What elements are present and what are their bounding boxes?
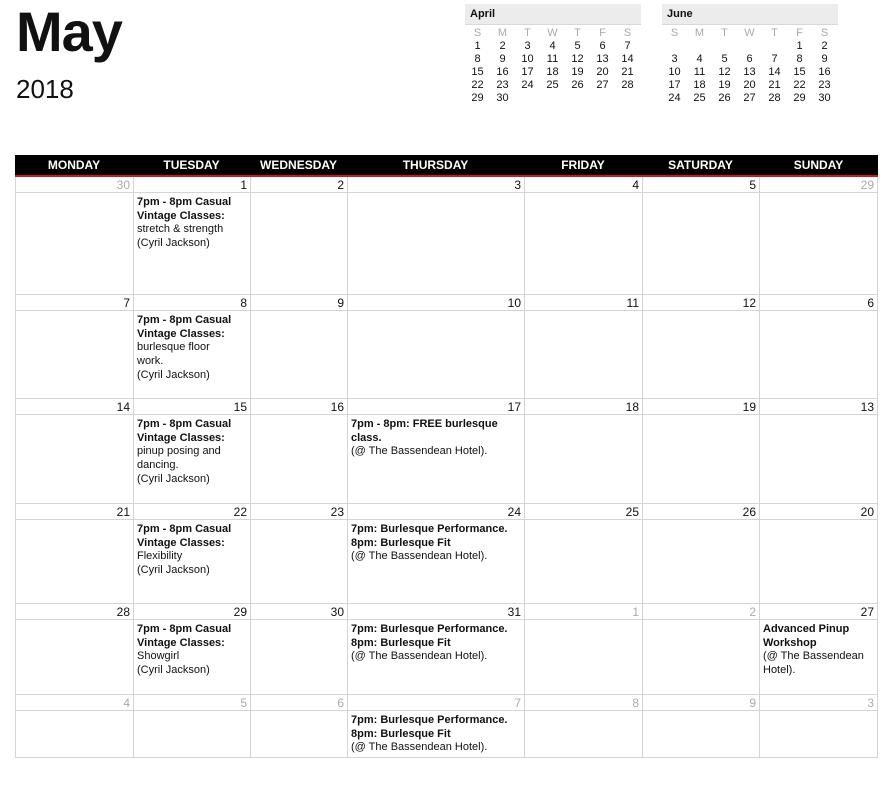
day-number: 7 [348,695,524,711]
day-cell[interactable] [524,399,642,503]
calendar-event[interactable] [348,415,524,459]
day-number: 17 [348,399,524,415]
event-title: 7pm - 8pm Casual [137,418,232,430]
calendar-event[interactable] [348,520,524,564]
day-cell[interactable] [759,177,878,294]
mini-day[interactable]: 8 [796,53,803,65]
day-number: 28 [16,604,133,620]
event-detail: (Cyril Jackson) [137,368,210,381]
event-detail: Flexibility [137,550,183,563]
weekday-saturday: SATURDAY [668,158,733,172]
day-number: 30 [16,177,133,193]
day-number: 21 [16,504,133,520]
mini-day[interactable]: 27 [596,79,609,91]
mini-day[interactable]: 28 [768,92,781,104]
mini-day[interactable]: 14 [768,66,781,78]
day-cell[interactable] [347,695,524,757]
day-number: 1 [525,604,642,620]
mini-day[interactable]: 3 [671,53,678,65]
year-title: 2018 [16,74,74,104]
mini-weekday-label: T [524,27,531,39]
event-title: Vintage Classes: [137,536,225,549]
day-cell[interactable] [642,295,759,398]
day-cell[interactable] [524,695,642,757]
day-cell[interactable] [642,604,759,694]
mini-day[interactable]: 5 [721,53,728,65]
day-cell[interactable] [250,695,347,757]
mini-day[interactable]: 24 [521,79,534,91]
mini-day[interactable]: 19 [571,66,584,78]
mini-day[interactable]: 1 [796,40,803,52]
day-number: 29 [134,604,250,620]
day-number: 5 [134,695,250,711]
mini-day[interactable]: 1 [474,40,481,52]
mini-day[interactable]: 17 [668,79,681,91]
day-number: 7 [16,295,133,311]
event-detail: (@ The Bassendean Hotel). [351,445,488,458]
event-title: 7pm - 8pm Casual [137,314,232,326]
calendar-event[interactable] [134,620,250,678]
day-number: 2 [643,604,759,620]
weekday-header [15,155,878,177]
mini-day[interactable]: 25 [546,79,559,91]
event-title: Vintage Classes: [137,636,225,649]
mini-day[interactable]: 3 [524,40,531,52]
event-title: Vintage Classes: [137,209,225,222]
event-title: 7pm: Burlesque Performance. [351,623,508,635]
event-title: 7pm - 8pm Casual [137,623,232,635]
mini-day[interactable]: 15 [793,66,806,78]
calendar-weeks [15,177,878,758]
day-number: 15 [134,399,250,415]
day-cell[interactable] [15,399,133,503]
event-title: Workshop [763,636,817,649]
event-title: 7pm - 8pm Casual [137,196,232,208]
week-row [15,177,878,295]
mini-day[interactable]: 20 [743,79,756,91]
mini-day[interactable]: 16 [496,66,509,78]
mini-day [662,40,687,53]
calendar-event[interactable] [348,711,524,755]
mini-day[interactable]: 11 [546,53,559,65]
day-number: 9 [643,695,759,711]
day-cell[interactable] [524,604,642,694]
event-detail: stretch & strength [137,223,224,236]
day-cell[interactable] [642,399,759,503]
mini-day[interactable]: 25 [693,92,706,104]
event-detail: pinup posing and [137,445,221,458]
mini-weekday-label: T [721,27,728,39]
day-cell[interactable] [15,295,133,398]
day-number: 13 [760,399,877,415]
calendar-event[interactable] [134,415,250,487]
event-title: 8pm: Burlesque Fit [351,636,451,649]
day-number: 14 [16,399,133,415]
calendar-event[interactable] [348,620,524,664]
mini-day[interactable]: 28 [621,79,634,91]
mini-day[interactable]: 11 [693,66,706,78]
mini-day[interactable]: 2 [499,40,506,52]
event-title: 8pm: Burlesque Fit [351,727,451,740]
calendar-event[interactable] [760,620,877,678]
week-row [15,504,878,604]
mini-day [540,92,565,105]
week-row [15,695,878,758]
calendar-event[interactable] [134,311,250,383]
day-number: 27 [760,604,877,620]
mini-weekday-label: S [820,27,829,39]
day-number: 8 [525,695,642,711]
event-title: Vintage Classes: [137,327,225,340]
mini-day [712,40,737,53]
day-number: 5 [643,177,759,193]
event-detail: burlesque floor [137,341,210,354]
day-cell[interactable] [642,177,759,294]
mini-day[interactable]: 7 [771,53,778,65]
mini-day[interactable]: 2 [821,40,828,52]
day-cell[interactable] [347,504,524,603]
event-title: Advanced Pinup [763,623,850,635]
month-title: May [16,0,122,63]
day-number: 10 [348,295,524,311]
weekday-monday: MONDAY [47,158,101,172]
day-number: 3 [760,695,877,711]
mini-day[interactable]: 10 [668,66,681,78]
mini-day[interactable]: 26 [571,79,584,91]
day-number: 24 [348,504,524,520]
day-cell[interactable] [524,295,642,398]
mini-day[interactable]: 24 [668,92,681,104]
day-number: 20 [760,504,877,520]
day-cell[interactable] [347,295,524,398]
day-cell[interactable] [133,295,250,398]
day-cell[interactable] [133,695,250,757]
day-number: 11 [525,295,642,311]
month-calendar [15,155,878,758]
mini-day [515,92,540,105]
day-cell[interactable] [759,604,878,694]
day-cell[interactable] [250,295,347,398]
day-cell[interactable] [642,695,759,757]
mini-calendar-title: April [465,4,641,25]
day-number: 4 [525,177,642,193]
event-detail: dancing. [137,459,179,472]
mini-weekday-label: S [473,27,482,39]
mini-day[interactable]: 17 [521,66,534,78]
event-title: class. [351,431,382,444]
day-cell[interactable] [250,504,347,603]
mini-day[interactable]: 4 [549,40,556,52]
week-row [15,604,878,695]
mini-day[interactable]: 18 [546,66,559,78]
day-number: 16 [251,399,347,415]
event-detail: Showgirl [137,650,180,663]
day-number: 31 [348,604,524,620]
weekday-thursday: THURSDAY [402,158,469,172]
day-cell[interactable] [15,604,133,694]
day-cell[interactable] [642,504,759,603]
day-cell[interactable] [759,295,878,398]
day-number: 4 [16,695,133,711]
mini-calendar-april [465,4,641,105]
mini-day[interactable]: 12 [571,53,584,65]
event-title: 7pm - 8pm: FREE burlesque [351,418,498,430]
mini-weekday-label: T [574,27,581,39]
mini-weekday-label: M [694,27,705,39]
day-number: 9 [251,295,347,311]
mini-day[interactable]: 7 [624,40,631,52]
mini-day[interactable]: 29 [793,92,806,104]
event-detail: (Cyril Jackson) [137,664,210,677]
week-row [15,295,878,399]
mini-day[interactable]: 21 [768,79,781,91]
mini-day[interactable]: 19 [718,79,731,91]
mini-day[interactable]: 27 [743,92,756,104]
mini-weekday-label: F [796,27,803,39]
mini-day[interactable]: 23 [818,79,831,91]
event-detail: (Cyril Jackson) [137,237,210,250]
day-cell[interactable] [250,177,347,294]
mini-weekday-label: S [623,27,632,39]
mini-day[interactable]: 13 [743,66,756,78]
mini-weekday-label: T [771,27,778,39]
weekday-friday: FRIDAY [561,158,605,172]
day-cell[interactable] [347,604,524,694]
day-number: 23 [251,504,347,520]
event-detail: (@ The Bassendean Hotel). [351,741,488,754]
calendar-event[interactable] [134,193,250,251]
event-detail: (@ The Bassendean Hotel). [351,650,488,663]
day-cell[interactable] [133,399,250,503]
event-title: 7pm - 8pm Casual [137,523,232,535]
mini-day[interactable]: 10 [521,53,534,65]
day-cell[interactable] [250,399,347,503]
mini-day[interactable]: 6 [599,40,606,52]
mini-day[interactable]: 29 [471,92,484,104]
event-detail: Hotel). [763,664,796,677]
day-cell[interactable] [133,177,250,294]
mini-day [590,92,615,105]
day-number: 26 [643,504,759,520]
mini-day[interactable]: 16 [818,66,831,78]
mini-day[interactable]: 15 [471,66,484,78]
day-number: 3 [348,177,524,193]
mini-day[interactable]: 6 [746,53,753,65]
mini-day[interactable]: 30 [496,92,509,104]
event-detail: (@ The Bassendean [763,650,864,663]
day-number: 22 [134,504,250,520]
day-number: 1 [134,177,250,193]
mini-day[interactable]: 21 [621,66,634,78]
mini-weekday-label: W [547,27,558,39]
mini-day [737,40,762,53]
day-cell[interactable] [347,177,524,294]
day-number: 18 [525,399,642,415]
event-title: 7pm: Burlesque Performance. [351,714,508,726]
day-number: 29 [760,177,877,193]
day-cell[interactable] [524,177,642,294]
mini-weekday-label: M [497,27,508,39]
day-cell[interactable] [759,399,878,503]
weekday-sunday: SUNDAY [793,158,844,172]
mini-day [615,92,640,105]
mini-day[interactable]: 22 [793,79,806,91]
weekday-wednesday: WEDNESDAY [260,158,337,172]
mini-day[interactable]: 22 [471,79,484,91]
event-title: 8pm: Burlesque Fit [351,536,451,549]
mini-day[interactable]: 9 [821,53,828,65]
day-number: 19 [643,399,759,415]
mini-day[interactable]: 30 [818,92,831,104]
event-detail: (Cyril Jackson) [137,564,210,577]
day-cell[interactable] [347,399,524,503]
event-title: 7pm: Burlesque Performance. [351,523,508,535]
mini-day[interactable]: 14 [621,53,634,65]
mini-calendar-title: June [662,4,838,25]
event-detail: (@ The Bassendean Hotel). [351,550,488,563]
mini-weekday-label: W [744,27,755,39]
mini-day[interactable]: 20 [596,66,609,78]
mini-calendar-grid [662,27,838,105]
day-number: 2 [251,177,347,193]
day-cell[interactable] [15,695,133,757]
day-cell[interactable] [133,504,250,603]
event-detail: work. [137,355,164,368]
mini-calendar-june [662,4,838,105]
mini-day[interactable]: 9 [499,53,506,65]
mini-day[interactable]: 12 [718,66,731,78]
day-number: 25 [525,504,642,520]
mini-day[interactable]: 23 [496,79,509,91]
mini-day[interactable]: 5 [574,40,581,52]
mini-weekday-label: F [599,27,606,39]
day-cell[interactable] [759,504,878,603]
calendar-event[interactable] [134,520,250,578]
day-cell[interactable] [759,695,878,757]
mini-day[interactable]: 18 [693,79,706,91]
mini-day[interactable]: 26 [718,92,731,104]
day-cell[interactable] [250,604,347,694]
day-cell[interactable] [15,504,133,603]
mini-day[interactable]: 4 [696,53,703,65]
mini-calendar-grid [465,27,641,105]
mini-day[interactable]: 13 [596,53,609,65]
mini-day [762,40,787,53]
mini-day [565,92,590,105]
day-number: 6 [251,695,347,711]
day-number: 6 [760,295,877,311]
event-detail: (Cyril Jackson) [137,472,210,485]
week-row [15,399,878,504]
day-number: 8 [134,295,250,311]
day-cell[interactable] [524,504,642,603]
day-number: 30 [251,604,347,620]
weekday-tuesday: TUESDAY [163,158,220,172]
day-cell[interactable] [15,177,133,294]
mini-day[interactable]: 8 [474,53,481,65]
day-number: 12 [643,295,759,311]
mini-weekday-label: S [670,27,679,39]
event-title: Vintage Classes: [137,431,225,444]
mini-day [687,40,712,53]
day-cell[interactable] [133,604,250,694]
